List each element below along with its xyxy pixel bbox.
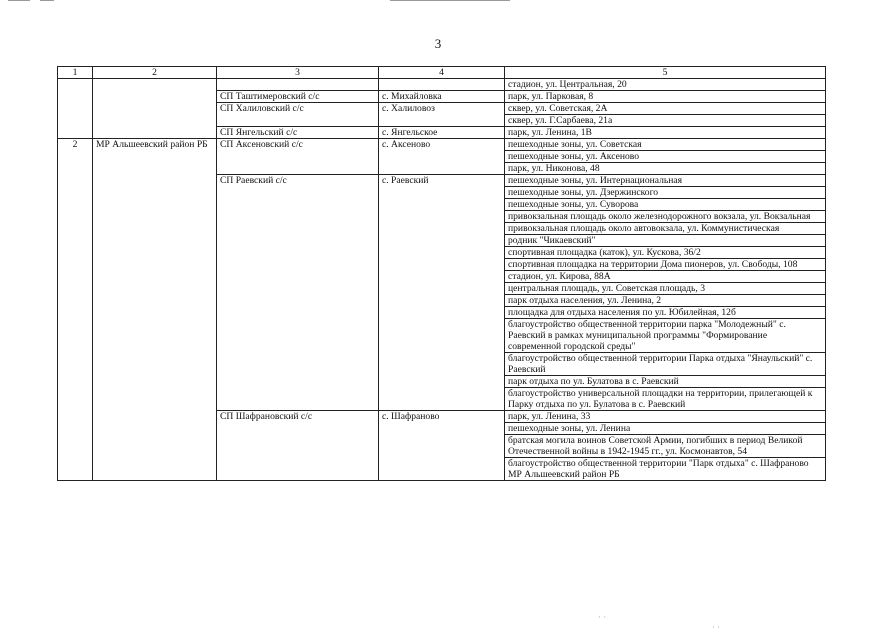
row-number-cell: 2 bbox=[58, 139, 93, 481]
table-body bbox=[58, 79, 826, 481]
object-cell: пешеходные зоны, ул. Интернациональная bbox=[505, 175, 826, 187]
object-cell: благоустройство универсальной площадки на территории, прилегающей к Парку отдыха по ул. Булатова в с. Раевский bbox=[505, 388, 826, 411]
object-cell: пешеходные зоны, ул. Суворова bbox=[505, 199, 826, 211]
settlement-cell: СП Аксеновский с/с bbox=[217, 139, 379, 175]
table-header bbox=[58, 67, 826, 79]
object-cell: братская могила воинов Советской Армии, погибших в период Великой Отечественной войны в 1942-1945 гг., ул. Космонавтов, 54 bbox=[505, 435, 826, 458]
object-cell: пешеходные зоны, ул. Советская bbox=[505, 139, 826, 151]
object-cell: сквер, ул. Г.Сарбаева, 21а bbox=[505, 115, 826, 127]
district-cell: МР Альшеевский район РБ bbox=[93, 139, 217, 481]
object-cell: парк отдыха населения, ул. Ленина, 2 bbox=[505, 295, 826, 307]
header-row bbox=[58, 67, 826, 79]
village-cell: с. Янгельское bbox=[379, 127, 505, 139]
object-cell: площадка для отдыха населения по ул. Юбилейная, 12б bbox=[505, 307, 826, 319]
object-cell: пешеходные зоны, ул. Аксеново bbox=[505, 151, 826, 163]
object-cell: парк, ул. Ленина, 1В bbox=[505, 127, 826, 139]
scan-artifact-line bbox=[390, 0, 510, 1]
page-number: 3 bbox=[434, 36, 442, 51]
settlement-cell: СП Таштимеровский с/с bbox=[217, 91, 379, 103]
table-row bbox=[58, 79, 826, 91]
scan-artifact-line bbox=[8, 0, 30, 1]
object-cell: парк, ул. Никонова, 48 bbox=[505, 163, 826, 175]
table-row bbox=[58, 139, 826, 151]
object-cell: центральная площадь, ул. Советская площадь, 3 bbox=[505, 283, 826, 295]
settlement-cell: СП Янгельский с/с bbox=[217, 127, 379, 139]
object-cell: пешеходные зоны, ул. Ленина bbox=[505, 423, 826, 435]
village-cell: с. Михайловка bbox=[379, 91, 505, 103]
object-cell: спортивная площадка на территории Дома пионеров, ул. Свободы, 108 bbox=[505, 259, 826, 271]
village-cell: с. Халиловоз bbox=[379, 103, 505, 127]
settlement-cell: СП Раевский с/с bbox=[217, 175, 379, 411]
object-cell: парк, ул. Ленина, 33 bbox=[505, 411, 826, 423]
object-cell: парк, ул. Парковая, 8 bbox=[505, 91, 826, 103]
settlement-cell bbox=[217, 79, 379, 91]
village-cell bbox=[379, 79, 505, 91]
scan-speckle: · · bbox=[598, 612, 607, 622]
object-cell: сквер, ул. Советская, 2А bbox=[505, 103, 826, 115]
column-header: 5 bbox=[505, 67, 826, 79]
object-cell: родник "Чикаевский" bbox=[505, 235, 826, 247]
object-cell: благоустройство общественной территории "Парк отдыха" с. Шафраново МР Альшеевский район РБ bbox=[505, 458, 826, 481]
object-cell: привокзальная площадь около железнодорожного вокзала, ул. Вокзальная bbox=[505, 211, 826, 223]
object-cell: парк отдыха по ул. Булатова в с. Раевский bbox=[505, 376, 826, 388]
object-cell: пешеходные зоны, ул. Дзержинского bbox=[505, 187, 826, 199]
object-cell: стадион, ул. Кирова, 88А bbox=[505, 271, 826, 283]
settlement-cell: СП Шафрановский с/с bbox=[217, 411, 379, 481]
scan-artifact-line bbox=[40, 0, 54, 1]
column-header: 2 bbox=[93, 67, 217, 79]
village-cell: с. Шафраново bbox=[379, 411, 505, 481]
column-header: 4 bbox=[379, 67, 505, 79]
settlement-cell: СП Халиловский с/с bbox=[217, 103, 379, 127]
column-header: 1 bbox=[58, 67, 93, 79]
register-table bbox=[57, 66, 826, 481]
object-cell: привокзальная площадь около автовокзала, ул. Коммунистическая bbox=[505, 223, 826, 235]
object-cell: благоустройство общественной территории парка "Молодежный" с. Раевский в рамках муниципальной программы "Формирование современной городской среды" bbox=[505, 319, 826, 353]
village-cell: с. Раевский bbox=[379, 175, 505, 411]
village-cell: с. Аксеново bbox=[379, 139, 505, 175]
column-header: 3 bbox=[217, 67, 379, 79]
row-number-cell bbox=[58, 79, 93, 139]
object-cell: спортивная площадка (каток), ул. Кускова, 36/2 bbox=[505, 247, 826, 259]
object-cell: стадион, ул. Центральная, 20 bbox=[505, 79, 826, 91]
district-cell bbox=[93, 79, 217, 139]
object-cell: благоустройство общественной территории Парка отдыха "Янаульский" с. Раевский bbox=[505, 353, 826, 376]
scan-speckle: · · bbox=[712, 622, 721, 632]
